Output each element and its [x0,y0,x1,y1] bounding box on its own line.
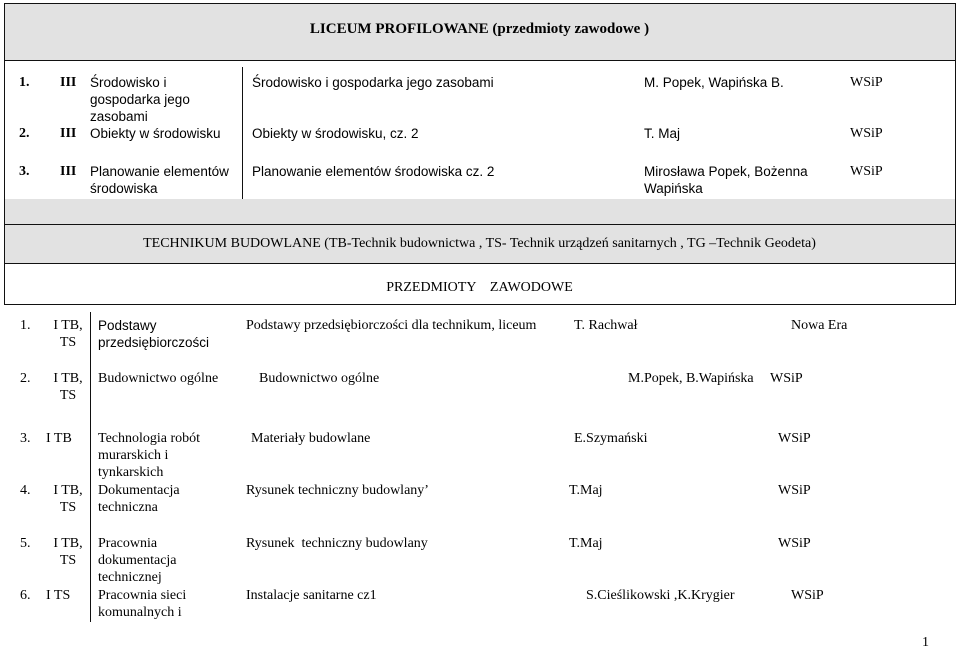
row-book: Rysunek techniczny budowlany [246,536,428,551]
row-subject: Technologia robót murarskich i tynkarskich [98,431,201,480]
row-subject: Obiekty w środowisku [90,126,221,141]
row-level: III [60,75,77,90]
row-publisher: Nowa Era [791,318,848,333]
liceum-title: LICEUM PROFILOWANE (przedmioty zawodowe ) [309,21,650,37]
row-level: I TB [46,431,72,446]
row-publisher: WSiP [778,483,811,498]
row-book: Instalacje sanitarne cz1 [246,588,377,603]
row-level: I TB, TS [53,536,83,568]
row-subject: Dokumentacja techniczna [98,483,180,515]
row-authors: M. Popek, Wapińska B. [644,75,784,90]
row-subject: Podstawy przedsiębiorczości [98,318,210,350]
row-number: 3. [20,431,31,446]
row-authors: T. Maj [644,126,681,141]
technikum-title: TECHNIKUM BUDOWLANE (TB-Technik budownictwa , TS- Technik urządzeń sanitarnych , TG –Technik Geodeta) [143,236,816,251]
row-publisher: WSiP [850,126,883,141]
row-book: Budownictwo ogólne [259,371,380,386]
row-number: 4. [20,483,31,498]
row-authors: E.Szymański [574,431,648,446]
page-number: 1 [922,635,929,650]
row-publisher: WSiP [850,75,883,90]
row-level: I TB, TS [53,371,83,403]
row-book: Środowisko i gospodarka jego zasobami [252,75,494,90]
row-subject: Budownictwo ogólne [98,371,219,386]
liceum-spacer-band [4,199,955,224]
row-level: III [60,126,77,141]
row-number: 2. [19,126,30,141]
row-book: Materiały budowlane [251,431,371,446]
row-number: 1. [20,318,31,333]
row-level: III [60,164,77,179]
row-number: 1. [19,75,30,90]
row-book: Planowanie elementów środowiska cz. 2 [252,164,495,179]
row-book: Podstawy przedsiębiorczości dla technikum, liceum [246,318,537,333]
row-publisher: WSiP [791,588,824,603]
row-number: 3. [19,164,30,179]
row-number: 6. [20,588,31,603]
row-authors: T. Rachwał [574,318,638,333]
row-subject: Planowanie elementów środowiska [90,164,229,196]
row-level: I TB, TS [53,318,83,350]
row-number: 2. [20,371,31,386]
row-subject: Pracownia sieci komunalnych i [98,588,187,620]
row-publisher: WSiP [770,371,803,386]
row-authors: Mirosława Popek, Bożenna Wapińska [644,164,808,196]
row-subject: Pracownia dokumentacja technicznej [98,536,177,585]
row-publisher: WSiP [778,431,811,446]
row-level: I TS [46,588,71,603]
row-authors: M.Popek, B.Wapińska [628,371,754,386]
row-authors: S.Cieślikowski ,K.Krygier [586,588,735,603]
row-number: 5. [20,536,31,551]
row-publisher: WSiP [778,536,811,551]
row-book: Obiekty w środowisku, cz. 2 [252,126,419,141]
row-authors: T.Maj [569,536,603,551]
row-publisher: WSiP [850,164,883,179]
row-authors: T.Maj [569,483,603,498]
technikum-subtitle: PRZEDMIOTY ZAWODOWE [386,280,573,295]
row-level: I TB, TS [53,483,83,515]
row-subject: Środowisko i gospodarka jego zasobami [90,75,190,124]
row-book: Rysunek techniczny budowlany’ [246,483,429,498]
